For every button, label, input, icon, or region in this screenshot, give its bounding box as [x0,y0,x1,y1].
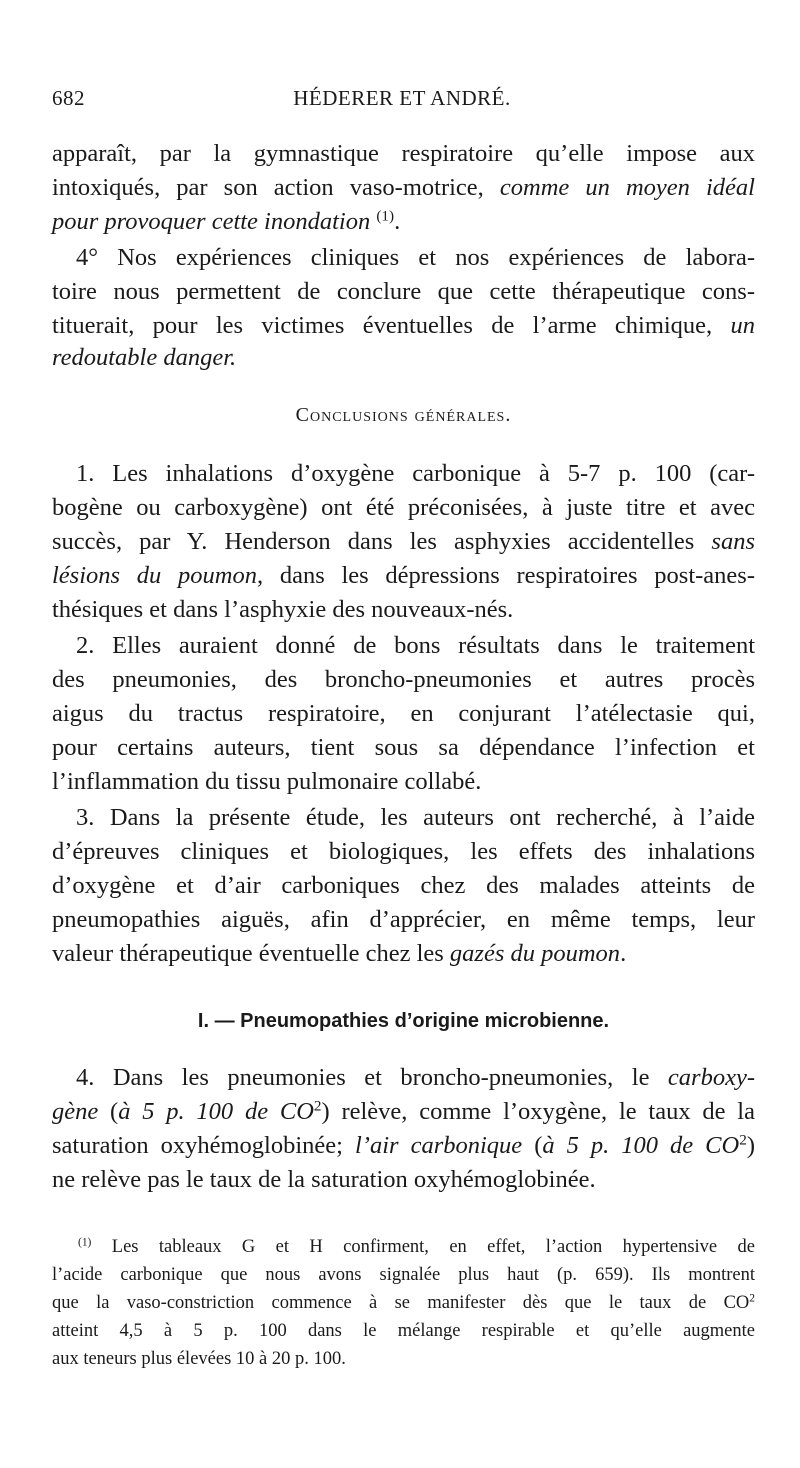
c3-line-4: pneumopathies aiguës, afin d’apprécier, en même temps, leur [52,906,755,933]
c1-line-2: bogène ou carboxygène) ont été préconisées, à juste titre et avec [52,494,755,521]
page-number: 682 [52,86,85,110]
p2-line-2: toire nous permettent de conclure que cette thérapeutique cons- [52,278,755,305]
footnote-line-1: $^{(1)}$ Les tableaux G et H confirment, en effet, l’action hypertensive de [78,1236,755,1257]
c3-line-1: 3. Dans la présente étude, les auteurs ont recherché, à l’aide [76,804,755,831]
footnote-marker: (1) [78,1236,92,1249]
footnote-line-4: atteint 4,5 à 5 p. 100 dans le mélange respirable et qu’elle augmente [52,1321,755,1341]
c2-line-2: des pneumonies, des broncho-pneumonies et autres procès [52,666,755,693]
c1-line-4: lésions du poumon, dans les dépressions respiratoires post-anes- [52,562,755,589]
p2-line-4: redoutable danger. [52,344,237,371]
c2-line-3: aigus du tractus respiratoire, en conjurant l’atélectasie qui, [52,700,755,727]
c3-line-3: d’oxygène et d’air carboniques chez des malades atteints de [52,872,755,899]
running-title: HÉDERER ET ANDRÉ. [293,86,511,110]
c4-line-1: 4. Dans les pneumonies et broncho-pneumonies, le carboxy- [76,1064,755,1091]
c1-line-5: thésiques et dans l’asphyxie des nouveaux-nés. [52,596,514,623]
c3-line-2: d’épreuves cliniques et biologiques, les effets des inhalations [52,838,755,865]
section-heading-conclusions: Conclusions générales. [295,404,512,426]
c2-line-5: l’inflammation du tissu pulmonaire collabé. [52,768,482,795]
footnote-line-5: aux teneurs plus élevées 10 à 20 p. 100. [52,1349,346,1369]
c4-line-2: gène (à 5 p. 100 de $CO^2$) relève, comme l’oxygène, le taux de la [52,1097,755,1125]
c4-line-4: ne relève pas le taux de la saturation oxyhémoglobinée. [52,1166,596,1193]
p2-line-1: 4° Nos expériences cliniques et nos expériences de labora- [76,244,755,271]
c2-line-1: 2. Elles auraient donné de bons résultats dans le traitement [76,632,755,659]
c1-line-3: succès, par Y. Henderson dans les asphyxies accidentelles sans [52,528,755,555]
subsection-heading-microbial: I. — Pneumopathies d’origine microbienne. [197,1010,610,1032]
footnote-line-3: que la vaso-constriction commence à se manifester dès que le taux de $CO^2$ [52,1292,755,1313]
footnote-line-2: l’acide carbonique que nous avons signalée plus haut (p. 659). Ils montrent [52,1265,755,1285]
c4-line-3: saturation oxyhémoglobinée; l’air carbonique (à 5 p. 100 de $CO^2$) [52,1131,755,1159]
c3-line-5: valeur thérapeutique éventuelle chez les gazés du poumon. [52,940,627,967]
p1-line-2: intoxiqués, par son action vaso-motrice, comme un moyen idéal [52,174,755,201]
p2-line-3: tituerait, pour les victimes éventuelles de l’arme chimique, un [52,312,755,339]
c1-line-1: 1. Les inhalations d’oxygène carbonique à 5-7 p. 100 (car- [76,460,755,487]
p1-line-1: apparaît, par la gymnastique respiratoire qu’elle impose aux [52,140,755,167]
c2-line-4: pour certains auteurs, tient sous sa dépendance l’infection et [52,734,755,761]
p1-line-3: pour provoquer cette inondation $^{(1)}$. [52,207,401,235]
page-header [52,86,752,116]
